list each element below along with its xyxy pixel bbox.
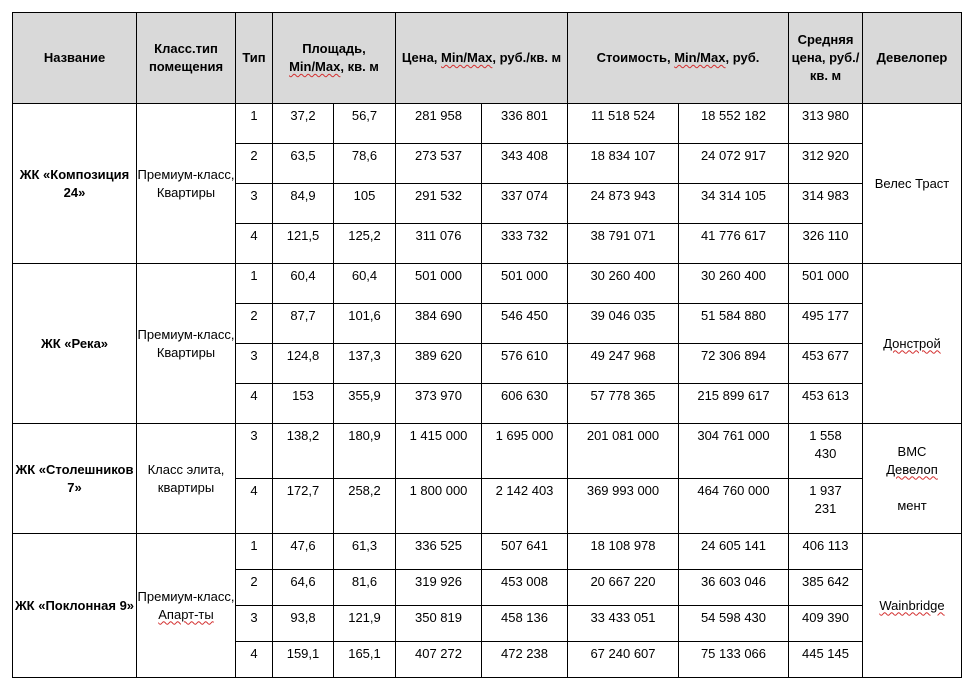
- avg-price-cell: 453 677: [789, 344, 863, 384]
- area-min-cell: 37,2: [273, 104, 334, 144]
- cost-min-cell: 18 108 978: [568, 534, 679, 570]
- header-name: Название: [13, 13, 137, 104]
- cost-max-cell: 215 899 617: [679, 384, 789, 424]
- price-min-cell: 336 525: [396, 534, 482, 570]
- complex-class-type: Класс элита, квартиры: [137, 424, 236, 534]
- price-max-cell: 2 142 403: [482, 479, 568, 534]
- price-max-cell: 333 732: [482, 224, 568, 264]
- type-cell: 1: [236, 264, 273, 304]
- table-row: [13, 104, 962, 144]
- area-max-cell: 56,7: [334, 104, 396, 144]
- avg-price-cell: 453 613: [789, 384, 863, 424]
- complex-name: ЖК «Столешников 7»: [13, 424, 137, 534]
- type-cell: 4: [236, 642, 273, 678]
- cost-min-cell: 39 046 035: [568, 304, 679, 344]
- type-cell: 2: [236, 304, 273, 344]
- price-min-cell: 407 272: [396, 642, 482, 678]
- price-min-cell: 384 690: [396, 304, 482, 344]
- area-min-cell: 172,7: [273, 479, 334, 534]
- price-min-cell: 373 970: [396, 384, 482, 424]
- price-max-cell: 472 238: [482, 642, 568, 678]
- area-min-cell: 124,8: [273, 344, 334, 384]
- cost-min-cell: 18 834 107: [568, 144, 679, 184]
- header-cost: Стоимость, Min/Max, руб.: [568, 13, 789, 104]
- cost-max-cell: 36 603 046: [679, 570, 789, 606]
- cost-min-cell: 57 778 365: [568, 384, 679, 424]
- price-max-cell: 337 074: [482, 184, 568, 224]
- type-cell: 3: [236, 344, 273, 384]
- area-min-cell: 60,4: [273, 264, 334, 304]
- cost-min-cell: 201 081 000: [568, 424, 679, 479]
- area-min-cell: 153: [273, 384, 334, 424]
- price-max-cell: 336 801: [482, 104, 568, 144]
- area-max-cell: 165,1: [334, 642, 396, 678]
- header-class-type: Класс.тип помещения: [137, 13, 236, 104]
- avg-price-cell: 1 937 231: [789, 479, 863, 534]
- type-cell: 2: [236, 144, 273, 184]
- area-min-cell: 159,1: [273, 642, 334, 678]
- table-row: [13, 534, 962, 570]
- area-max-cell: 81,6: [334, 570, 396, 606]
- avg-price-cell: 501 000: [789, 264, 863, 304]
- header-developer: Девелопер: [863, 13, 962, 104]
- price-max-cell: 546 450: [482, 304, 568, 344]
- price-min-cell: 501 000: [396, 264, 482, 304]
- avg-price-cell: 385 642: [789, 570, 863, 606]
- price-min-cell: 291 532: [396, 184, 482, 224]
- price-min-cell: 1 415 000: [396, 424, 482, 479]
- area-max-cell: 101,6: [334, 304, 396, 344]
- type-cell: 2: [236, 570, 273, 606]
- price-max-cell: 1 695 000: [482, 424, 568, 479]
- avg-price-cell: 313 980: [789, 104, 863, 144]
- type-cell: 1: [236, 104, 273, 144]
- cost-max-cell: 54 598 430: [679, 606, 789, 642]
- area-max-cell: 105: [334, 184, 396, 224]
- area-max-cell: 60,4: [334, 264, 396, 304]
- cost-min-cell: 67 240 607: [568, 642, 679, 678]
- cost-max-cell: 72 306 894: [679, 344, 789, 384]
- price-min-cell: 281 958: [396, 104, 482, 144]
- price-max-cell: 458 136: [482, 606, 568, 642]
- area-min-cell: 138,2: [273, 424, 334, 479]
- cost-max-cell: 41 776 617: [679, 224, 789, 264]
- price-max-cell: 576 610: [482, 344, 568, 384]
- cost-min-cell: 24 873 943: [568, 184, 679, 224]
- cost-min-cell: 33 433 051: [568, 606, 679, 642]
- housing-complex-table: [12, 12, 962, 678]
- price-max-cell: 453 008: [482, 570, 568, 606]
- avg-price-cell: 406 113: [789, 534, 863, 570]
- cost-max-cell: 304 761 000: [679, 424, 789, 479]
- area-max-cell: 78,6: [334, 144, 396, 184]
- cost-min-cell: 369 993 000: [568, 479, 679, 534]
- price-min-cell: 273 537: [396, 144, 482, 184]
- cost-max-cell: 18 552 182: [679, 104, 789, 144]
- area-max-cell: 355,9: [334, 384, 396, 424]
- cost-min-cell: 11 518 524: [568, 104, 679, 144]
- header-price: Цена, Min/Max, руб./кв. м: [396, 13, 568, 104]
- avg-price-cell: 314 983: [789, 184, 863, 224]
- price-max-cell: 343 408: [482, 144, 568, 184]
- avg-price-cell: 409 390: [789, 606, 863, 642]
- price-min-cell: 311 076: [396, 224, 482, 264]
- area-max-cell: 121,9: [334, 606, 396, 642]
- type-cell: 1: [236, 534, 273, 570]
- area-max-cell: 180,9: [334, 424, 396, 479]
- type-cell: 4: [236, 384, 273, 424]
- avg-price-cell: 445 145: [789, 642, 863, 678]
- price-min-cell: 319 926: [396, 570, 482, 606]
- price-max-cell: 501 000: [482, 264, 568, 304]
- cost-max-cell: 75 133 066: [679, 642, 789, 678]
- complex-name: ЖК «Композиция 24»: [13, 104, 137, 264]
- area-max-cell: 125,2: [334, 224, 396, 264]
- type-cell: 3: [236, 606, 273, 642]
- complex-class-type: Премиум-класс, Апарт-ты: [137, 534, 236, 678]
- avg-price-cell: 495 177: [789, 304, 863, 344]
- area-min-cell: 47,6: [273, 534, 334, 570]
- header-row: [13, 13, 962, 104]
- cost-max-cell: 34 314 105: [679, 184, 789, 224]
- header-type: Тип: [236, 13, 273, 104]
- area-min-cell: 121,5: [273, 224, 334, 264]
- cost-max-cell: 464 760 000: [679, 479, 789, 534]
- area-min-cell: 84,9: [273, 184, 334, 224]
- area-max-cell: 258,2: [334, 479, 396, 534]
- type-cell: 4: [236, 479, 273, 534]
- price-max-cell: 507 641: [482, 534, 568, 570]
- cost-min-cell: 20 667 220: [568, 570, 679, 606]
- table-row: [13, 424, 962, 479]
- area-max-cell: 61,3: [334, 534, 396, 570]
- type-cell: 3: [236, 184, 273, 224]
- header-avg-price: Средняя цена, руб./кв. м: [789, 13, 863, 104]
- cost-min-cell: 38 791 071: [568, 224, 679, 264]
- developer-cell: Wainbridge: [863, 534, 962, 678]
- area-min-cell: 93,8: [273, 606, 334, 642]
- type-cell: 3: [236, 424, 273, 479]
- developer-cell: ВМС Девелоп мент: [863, 424, 962, 534]
- cost-max-cell: 24 072 917: [679, 144, 789, 184]
- price-max-cell: 606 630: [482, 384, 568, 424]
- area-min-cell: 87,7: [273, 304, 334, 344]
- developer-cell: Донстрой: [863, 264, 962, 424]
- avg-price-cell: 326 110: [789, 224, 863, 264]
- price-min-cell: 350 819: [396, 606, 482, 642]
- area-min-cell: 64,6: [273, 570, 334, 606]
- table-row: [13, 264, 962, 304]
- avg-price-cell: 312 920: [789, 144, 863, 184]
- price-min-cell: 1 800 000: [396, 479, 482, 534]
- type-cell: 4: [236, 224, 273, 264]
- cost-min-cell: 30 260 400: [568, 264, 679, 304]
- developer-cell: Велес Траст: [863, 104, 962, 264]
- price-min-cell: 389 620: [396, 344, 482, 384]
- cost-max-cell: 24 605 141: [679, 534, 789, 570]
- area-max-cell: 137,3: [334, 344, 396, 384]
- complex-class-type: Премиум-класс, Квартиры: [137, 104, 236, 264]
- avg-price-cell: 1 558 430: [789, 424, 863, 479]
- complex-class-type: Премиум-класс, Квартиры: [137, 264, 236, 424]
- cost-max-cell: 30 260 400: [679, 264, 789, 304]
- area-min-cell: 63,5: [273, 144, 334, 184]
- header-area: Площадь, Min/Max, кв. м: [273, 13, 396, 104]
- complex-name: ЖК «Река»: [13, 264, 137, 424]
- cost-min-cell: 49 247 968: [568, 344, 679, 384]
- cost-max-cell: 51 584 880: [679, 304, 789, 344]
- complex-name: ЖК «Поклонная 9»: [13, 534, 137, 678]
